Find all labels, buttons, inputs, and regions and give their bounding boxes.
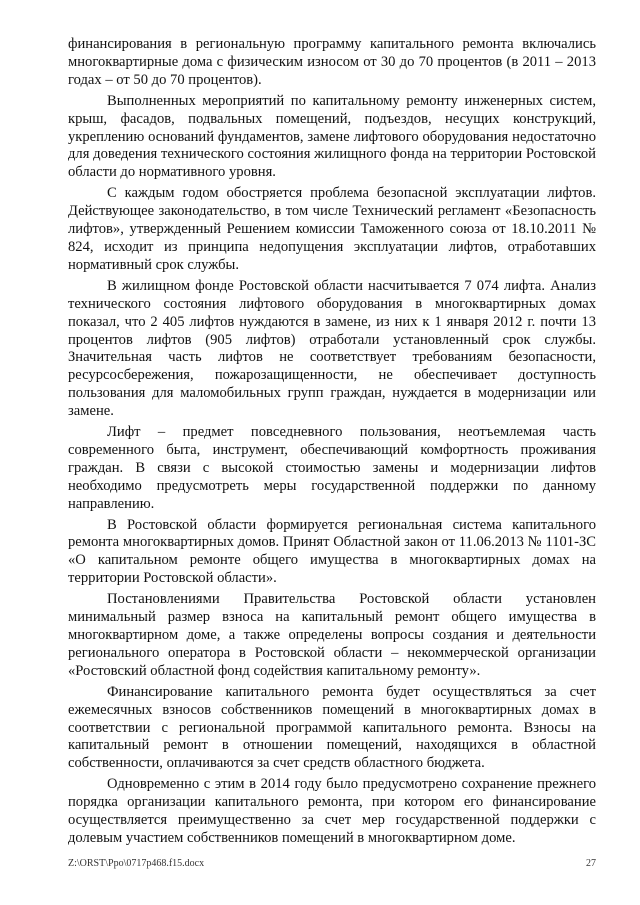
paragraph-elevator-definition: Лифт – предмет повседневного пользования, неотъемлемая часть современного быта, инструмент, обеспечивающий комфортность проживания граждан. В связи с высокой стоимостью замены и модернизации лифтов необходимо предусмотреть меры государственной поддержки по данному направлению.: [68, 424, 596, 512]
paragraph-2014-order: Одновременно с этим в 2014 году было предусмотрено сохранение прежнего порядка организации капитального ремонта, при котором его финансирование осуществляется преимущественно за счет мер государственной поддержки с долевым участием собственников помещений в многоквартирном доме.: [68, 776, 596, 846]
paragraph-continuation: финансирования в региональную программу капитального ремонта включались многоквартирные дома с физическим износом от 30 до 70 процентов (в 2011 – 2013 годах – от 50 до 70 процентов).: [68, 36, 596, 88]
paragraph-repair-measures: Выполненных мероприятий по капитальному ремонту инженерных систем, крыш, фасадов, подвальных помещений, подъездов, несущих конструкций, укреплению оснований фундаментов, замене лифтового оборудования недостаточно для доведения технического состояния жилищного фонда на территории Ростовской области до нормативного уровня.: [68, 92, 596, 181]
paragraph-government-decrees: Постановлениями Правительства Ростовской области установлен минимальный размер взноса на капитальный ремонт общего имущества в многоквартирном доме, а также определены вопросы создания и деятельности регионального оператора в Ростовской области – некоммерческой организации «Ростовский областной фонд содействия капитальному ремонту».: [68, 591, 596, 679]
paragraph-financing: Финансирование капитального ремонта будет осуществляться за счет ежемесячных взносов собственников помещений в многоквартирных домах в соответствии с региональной программой капитального ремонта. Взносы на капитальный ремонт в отношении помещений, находящихся в областной собственности, оплачиваются за счет средств областного бюджета.: [68, 683, 596, 772]
footer-page-number: 27: [586, 858, 596, 869]
paragraph-elevator-count: В жилищном фонде Ростовской области насчитывается 7 074 лифта. Анализ технического состояния лифтового оборудования в многоквартирных домах показал, что 2 405 лифтов нуждаются в замене, из них к 1 января 2012 г. почти 13 процентов лифтов (905 лифтов) отработали установленный срок службы. Значительная часть лифтов не соответствует требованиям безопасности, ресурсосбережения, пожарозащищенности, не обеспечивает доступность пользования для маломобильных групп граждан, нуждается в модернизации или замене.: [68, 277, 596, 420]
document-body: [68, 36, 596, 851]
paragraph-elevator-safety: С каждым годом обостряется проблема безопасной эксплуатации лифтов. Действующее законодательство, в том числе Технический регламент «Безопасность лифтов», утвержденный Решением комиссии Таможенного союза от 18.10.2011 № 824, исходит из принципа недопущения эксплуатации лифтов, отработавших нормативный срок службы.: [68, 185, 596, 273]
paragraph-regional-system: В Ростовской области формируется региональная система капитального ремонта многоквартирных домов. Принят Областной закон от 11.06.2013 № 1101-ЗС «О капитальном ремонте общего имущества в многоквартирных домах на территории Ростовской области».: [68, 516, 596, 587]
footer-file-path: Z:\ORST\Ppo\0717p468.f15.docx: [68, 858, 205, 869]
